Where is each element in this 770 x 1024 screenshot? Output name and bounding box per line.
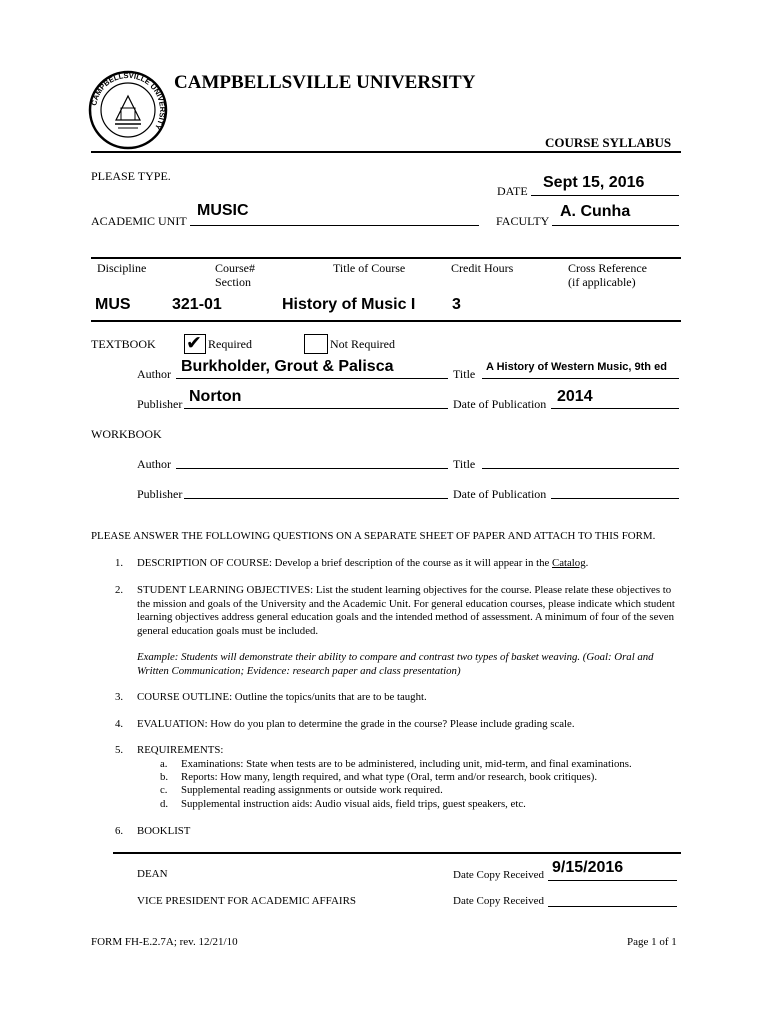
textbook-publisher-label: Publisher [137,397,183,411]
q6-text: BOOKLIST [137,825,191,837]
academic-unit-value: MUSIC [197,202,249,219]
academic-unit-label: ACADEMIC UNIT [91,214,187,228]
university-seal [88,70,168,150]
doc-type: COURSE SYLLABUS [545,135,672,150]
col-credit: Credit Hours [451,261,514,275]
workbook-author-field[interactable] [176,468,448,469]
workbook-title-field[interactable] [482,468,679,469]
textbook-label: TEXTBOOK [91,337,156,351]
col-title: Title of Course [333,261,406,275]
q5-item-text: Supplemental instruction aids: Audio visual aids, field trips, guest speakers, etc. [181,798,526,810]
q5-item-text: Reports: How many, length required, and what type (Oral, term and/or research, book critiques). [181,771,598,783]
workbook-author-label: Author [137,457,171,471]
table-bottom-rule [91,320,681,322]
academic-unit-field[interactable] [190,225,479,226]
date-value: Sept 15, 2016 [543,174,645,191]
col-course: Course# [215,261,255,275]
q5-text: REQUIREMENTS: [137,744,224,756]
date-label: DATE [497,184,528,198]
textbook-author-label: Author [137,367,171,381]
workbook-title-label: Title [453,457,476,471]
required-label: Required [208,337,252,351]
table-top-rule [91,257,681,259]
textbook-pubdate-value: 2014 [557,388,593,405]
q5-item-text: Examinations: State when tests are to be administered, including unit, mid-term, and final examinations. [181,758,632,770]
not-required-label: Not Required [330,337,395,351]
q1-number: 1. [115,557,124,569]
svg-text:CAMPBELLSVILLE UNIVERSITY [89,71,167,131]
workbook-publisher-field[interactable] [184,498,448,499]
checkmark-icon: ✔ [186,332,202,354]
textbook-author-field[interactable] [176,378,448,379]
seal-text: CAMPBELLSVILLE UNIVERSITY [89,70,168,132]
textbook-publisher-field[interactable] [184,408,448,409]
q5-item-letter: a. [160,758,168,770]
textbook-pubdate-label: Date of Publication [453,397,547,411]
q3-text: COURSE OUTLINE: Outline the topics/units that are to be taught. [137,691,427,703]
cell-course[interactable]: 321-01 [172,296,222,313]
dean-date-value: 9/15/2016 [552,859,624,876]
required-checkbox[interactable] [184,334,206,354]
q2-example: Example: Students will demonstrate their ability to compare and contrast two types of basket weaving. (Goal: Oral and Written Communication; Evidence: research paper and class presentation) [137,651,654,677]
catalog-link[interactable]: Catalog [552,557,586,569]
textbook-title-label: Title [453,367,476,381]
textbook-title-field[interactable] [482,378,679,379]
q5-item-text: Supplemental reading assignments or outside work required. [181,784,443,796]
col-crossref: Cross Reference [568,261,647,275]
q4-text: EVALUATION: How do you plan to determine the grade in the course? Please include grading scale. [137,718,575,730]
q4-number: 4. [115,718,124,730]
workbook-publisher-label: Publisher [137,487,183,501]
faculty-value: A. Cunha [560,203,631,220]
page-number: Page 1 of 1 [627,936,677,948]
questions-intro: PLEASE ANSWER THE FOLLOWING QUESTIONS ON A SEPARATE SHEET OF PAPER AND ATTACH TO THIS FORM. [91,530,656,542]
col-section: Section [215,275,251,289]
please-type: PLEASE TYPE. [91,169,171,183]
textbook-title-value: A History of Western Music, 9th ed [486,361,667,373]
date-field[interactable] [531,195,679,196]
vp-label: VICE PRESIDENT FOR ACADEMIC AFFAIRS [137,895,357,907]
faculty-label: FACULTY [496,214,550,228]
q2-text: STUDENT LEARNING OBJECTIVES: List the student learning objectives for the course. Please relate these objectives to the mission and goals of the University and the Academic Unit. For general education courses, please indicate which student learning objectives address general education goals and the intended method of assessment. A minimum of four of the seven general education goals must be included. [137,584,675,637]
dean-label: DEAN [137,868,168,880]
textbook-pubdate-field[interactable] [551,408,679,409]
workbook-pubdate-label: Date of Publication [453,487,547,501]
textbook-author-value: Burkholder, Grout & Palisca [181,358,394,375]
dean-date-label: Date Copy Received [453,869,545,881]
q5-number: 5. [115,744,124,756]
faculty-field[interactable] [552,225,679,226]
workbook-label: WORKBOOK [91,427,162,441]
form-id: FORM FH-E.2.7A; rev. 12/21/10 [91,936,238,948]
q3-number: 3. [115,691,124,703]
textbook-publisher-value: Norton [189,388,242,405]
cell-credit[interactable]: 3 [452,296,461,313]
q1-end: . [585,557,589,569]
q5-item-letter: c. [160,784,168,796]
not-required-checkbox[interactable] [304,334,328,354]
q6-number: 6. [115,825,124,837]
cell-title[interactable]: History of Music I [282,296,416,313]
vp-date-field[interactable] [548,906,677,907]
col-discipline: Discipline [97,261,147,275]
q5-item-letter: b. [160,771,169,783]
q5-item-letter: d. [160,798,169,810]
header-rule [91,151,681,153]
col-crossref-note: (if applicable) [568,275,636,289]
dean-date-field[interactable] [548,880,677,881]
q2-number: 2. [115,584,124,596]
q1-text [137,557,588,569]
cell-discipline[interactable]: MUS [95,296,131,313]
university-name: CAMPBELLSVILLE UNIVERSITY [174,72,476,93]
workbook-pubdate-field[interactable] [551,498,679,499]
q1-body: DESCRIPTION OF COURSE: Develop a brief description of the course as it will appear in the [137,557,553,569]
signoff-rule [113,852,681,854]
vp-date-label: Date Copy Received [453,895,545,907]
